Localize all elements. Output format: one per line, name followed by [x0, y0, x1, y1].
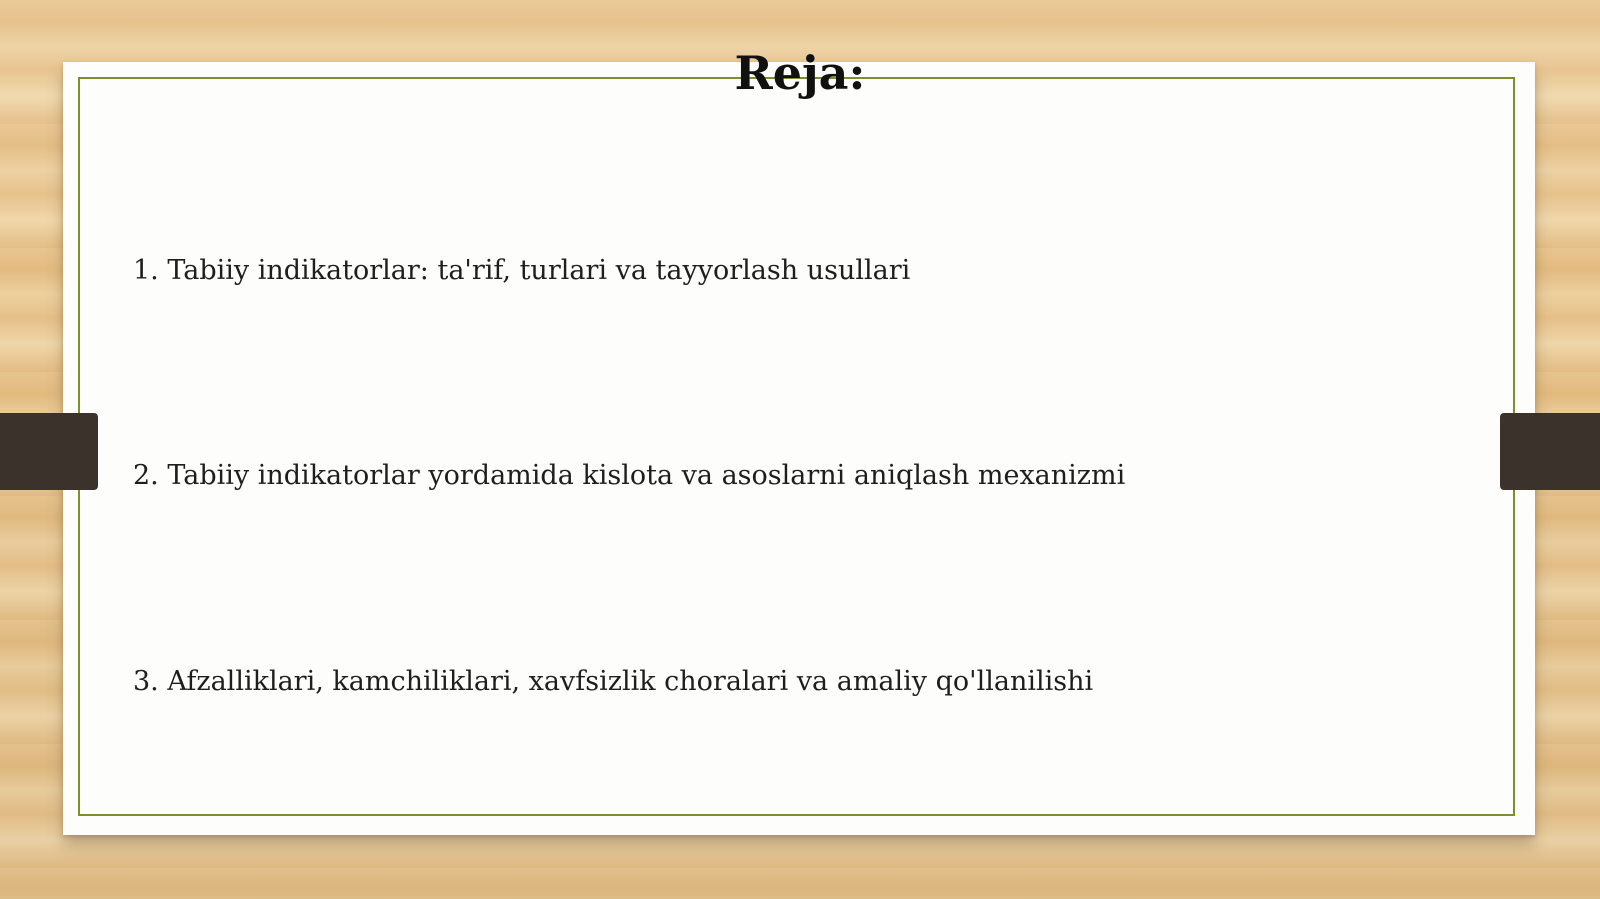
- left-tab-decoration: [0, 413, 98, 490]
- list-item: 2. Tabiiy indikatorlar yordamida kislota va asoslarni aniqlash mexanizmi: [133, 460, 1126, 491]
- list-item: 3. Afzalliklari, kamchiliklari, xavfsizlik choralari va amaliy qo'llanilishi: [133, 666, 1094, 697]
- list-item: 1. Tabiiy indikatorlar: ta'rif, turlari va tayyorlash usullari: [133, 255, 911, 286]
- card-border: [78, 77, 1515, 816]
- content-card: [63, 62, 1535, 835]
- right-tab-decoration: [1500, 413, 1600, 490]
- slide-title: Reja:: [734, 46, 866, 100]
